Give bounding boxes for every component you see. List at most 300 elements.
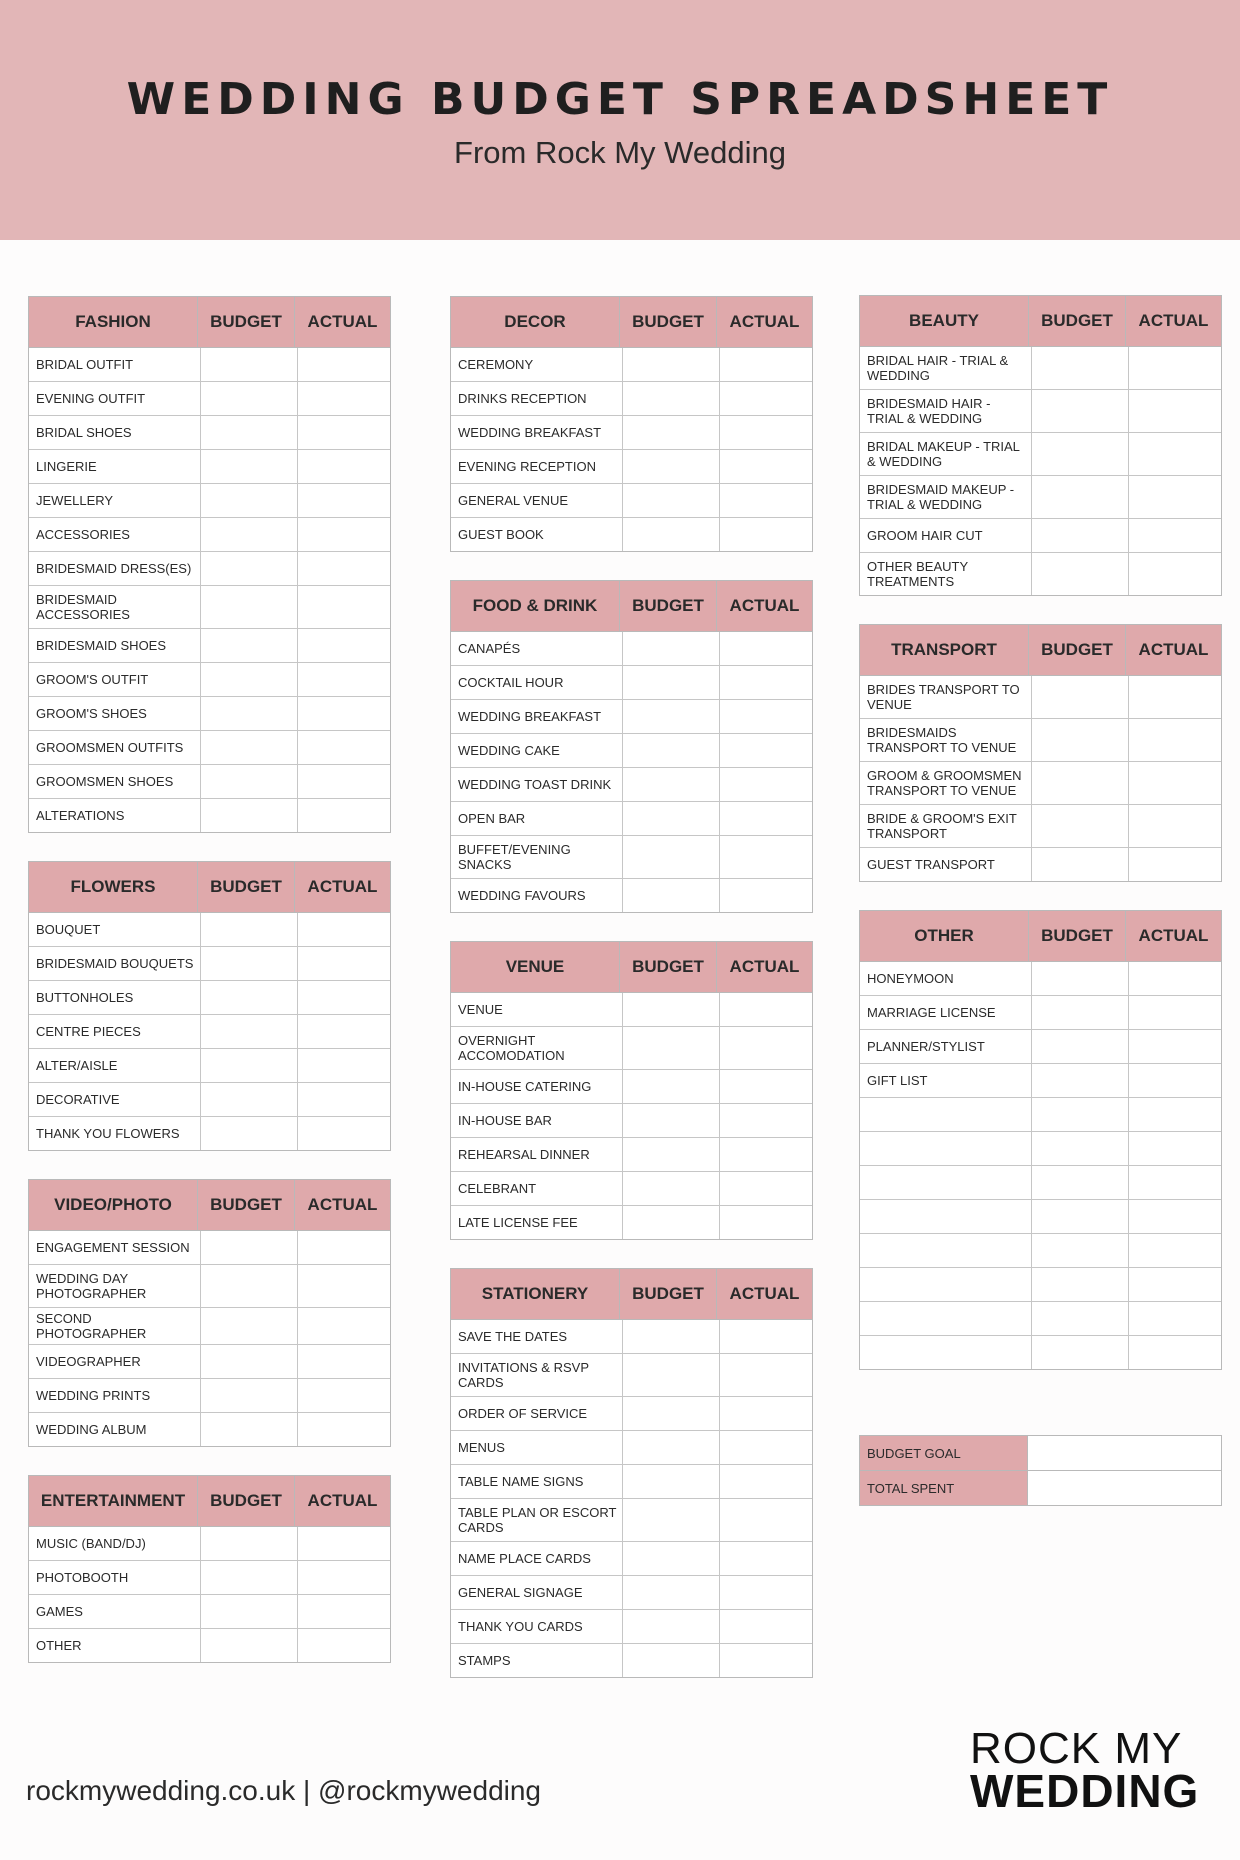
actual-cell[interactable]: [1129, 519, 1221, 552]
actual-cell[interactable]: [298, 348, 390, 381]
section-title: ENTERTAINMENT: [29, 1476, 198, 1526]
budget-cell[interactable]: [1032, 1336, 1129, 1369]
budget-cell[interactable]: [201, 1308, 298, 1344]
actual-cell[interactable]: [298, 629, 390, 662]
table-row: [451, 1137, 812, 1171]
table-row: [860, 847, 1221, 881]
budget-cell[interactable]: [1032, 519, 1129, 552]
table-row: [451, 1541, 812, 1575]
section-title: STATIONERY: [451, 1269, 620, 1319]
actual-column-header: ACTUAL: [307, 1195, 378, 1214]
item-label: BRIDAL OUTFIT: [29, 348, 201, 381]
section-title: FLOWERS: [29, 862, 198, 912]
item-label: GROOM HAIR CUT: [860, 519, 1032, 552]
budget-cell[interactable]: [623, 416, 720, 449]
actual-cell[interactable]: [298, 450, 390, 483]
table-row: [860, 1267, 1221, 1301]
budget-cell[interactable]: [201, 1413, 298, 1446]
budget-cell[interactable]: [201, 382, 298, 415]
table-row: [451, 801, 812, 835]
section-decor: [450, 296, 813, 552]
section-header: [451, 1269, 812, 1320]
actual-cell[interactable]: [1129, 1336, 1221, 1369]
table-row: [860, 804, 1221, 847]
item-label: WEDDING TOAST DRINK: [451, 768, 623, 801]
actual-cell[interactable]: [1129, 1302, 1221, 1335]
table-row: [29, 1527, 390, 1560]
section-rows: [860, 676, 1221, 881]
actual-column-header: ACTUAL: [307, 877, 378, 896]
actual-cell[interactable]: [298, 1413, 390, 1446]
actual-cell[interactable]: [720, 879, 812, 912]
budget-cell[interactable]: [201, 1527, 298, 1560]
budget-cell[interactable]: [201, 765, 298, 798]
actual-cell[interactable]: [1129, 996, 1221, 1029]
budget-cell[interactable]: [201, 981, 298, 1014]
actual-cell[interactable]: [298, 1015, 390, 1048]
actual-cell[interactable]: [298, 1049, 390, 1082]
table-row: [29, 585, 390, 628]
budget-column-1: [28, 296, 391, 1691]
actual-cell[interactable]: [298, 382, 390, 415]
budget-cell[interactable]: [201, 518, 298, 551]
item-label: BRIDESMAID DRESS(ES): [29, 552, 201, 585]
item-label: SECOND PHOTOGRAPHER: [29, 1308, 201, 1344]
section-video-photo: [28, 1179, 391, 1447]
actual-cell[interactable]: [298, 1117, 390, 1150]
budget-cell[interactable]: [623, 879, 720, 912]
table-row: [451, 1464, 812, 1498]
budget-cell[interactable]: [623, 1610, 720, 1643]
table-row: [451, 483, 812, 517]
item-label: [860, 1132, 1032, 1165]
table-row: [29, 1378, 390, 1412]
actual-cell[interactable]: [298, 518, 390, 551]
actual-cell[interactable]: [720, 416, 812, 449]
budget-cell[interactable]: [201, 450, 298, 483]
section-rows: [451, 1320, 812, 1677]
table-row: [860, 552, 1221, 595]
page-subtitle: From Rock My Wedding: [454, 135, 786, 170]
table-row: [29, 348, 390, 381]
budget-cell[interactable]: [623, 700, 720, 733]
item-label: GROOM'S OUTFIT: [29, 663, 201, 696]
table-row: [29, 517, 390, 551]
actual-cell[interactable]: [720, 1644, 812, 1677]
actual-cell[interactable]: [1129, 1098, 1221, 1131]
actual-cell[interactable]: [720, 734, 812, 767]
actual-cell[interactable]: [298, 697, 390, 730]
item-label: IN-HOUSE BAR: [451, 1104, 623, 1137]
actual-cell[interactable]: [720, 1465, 812, 1498]
actual-cell[interactable]: [1129, 848, 1221, 881]
budget-cell[interactable]: [1032, 762, 1129, 804]
actual-cell[interactable]: [720, 1206, 812, 1239]
actual-cell[interactable]: [720, 1104, 812, 1137]
actual-cell[interactable]: [1129, 1132, 1221, 1165]
actual-cell[interactable]: [298, 765, 390, 798]
budget-cell[interactable]: [1032, 1064, 1129, 1097]
item-label: OTHER BEAUTY TREATMENTS: [860, 553, 1032, 595]
actual-cell[interactable]: [1129, 347, 1221, 389]
budget-cell[interactable]: [1032, 1200, 1129, 1233]
budget-cell[interactable]: [201, 586, 298, 628]
budget-cell[interactable]: [623, 450, 720, 483]
actual-cell[interactable]: [1129, 1166, 1221, 1199]
actual-cell[interactable]: [720, 632, 812, 665]
actual-cell[interactable]: [720, 836, 812, 878]
section-beauty: [859, 295, 1222, 596]
total-spent-cell[interactable]: [1028, 1471, 1221, 1505]
budget-cell[interactable]: [623, 1644, 720, 1677]
actual-cell[interactable]: [298, 1231, 390, 1264]
actual-cell[interactable]: [720, 1070, 812, 1103]
table-row: [29, 1344, 390, 1378]
actual-cell[interactable]: [298, 947, 390, 980]
table-row: [451, 415, 812, 449]
table-row: [860, 761, 1221, 804]
section-title: FASHION: [29, 297, 198, 347]
item-label: [860, 1098, 1032, 1131]
budget-cell[interactable]: [623, 484, 720, 517]
item-label: IN-HOUSE CATERING: [451, 1070, 623, 1103]
actual-cell[interactable]: [720, 802, 812, 835]
budget-cell[interactable]: [623, 1397, 720, 1430]
budget-cell[interactable]: [201, 1265, 298, 1307]
budget-cell[interactable]: [201, 1629, 298, 1662]
budget-cell[interactable]: [201, 1379, 298, 1412]
budget-cell[interactable]: [201, 1345, 298, 1378]
item-label: STAMPS: [451, 1644, 623, 1677]
section-rows: [860, 347, 1221, 595]
item-label: ENGAGEMENT SESSION: [29, 1231, 201, 1264]
table-row: [860, 1131, 1221, 1165]
section-title: DECOR: [451, 297, 620, 347]
actual-cell[interactable]: [1129, 805, 1221, 847]
actual-cell[interactable]: [720, 518, 812, 551]
actual-cell[interactable]: [1129, 433, 1221, 475]
budget-goal-row: [860, 1436, 1221, 1470]
budget-cell[interactable]: [201, 913, 298, 946]
item-label: [860, 1200, 1032, 1233]
section-header: [860, 911, 1221, 962]
actual-cell[interactable]: [298, 1561, 390, 1594]
table-row: [860, 718, 1221, 761]
budget-cell[interactable]: [1032, 719, 1129, 761]
actual-cell[interactable]: [298, 1595, 390, 1628]
actual-cell[interactable]: [298, 981, 390, 1014]
budget-cell[interactable]: [623, 1542, 720, 1575]
budget-column-header: BUDGET: [198, 1180, 295, 1230]
item-label: JEWELLERY: [29, 484, 201, 517]
budget-cell[interactable]: [1032, 848, 1129, 881]
table-row: [860, 432, 1221, 475]
table-row: [29, 730, 390, 764]
actual-cell[interactable]: [1129, 1268, 1221, 1301]
budget-cell[interactable]: [1032, 1268, 1129, 1301]
actual-cell[interactable]: [720, 348, 812, 381]
budget-cell[interactable]: [1032, 962, 1129, 995]
actual-cell[interactable]: [298, 1379, 390, 1412]
item-label: GROOMSMEN SHOES: [29, 765, 201, 798]
budget-cell[interactable]: [623, 1070, 720, 1103]
table-row: [29, 913, 390, 946]
budget-cell[interactable]: [1032, 1234, 1129, 1267]
budget-cell[interactable]: [1032, 476, 1129, 518]
actual-cell[interactable]: [720, 382, 812, 415]
table-row: [29, 381, 390, 415]
item-label: DRINKS RECEPTION: [451, 382, 623, 415]
item-label: BRIDAL MAKEUP - TRIAL & WEDDING: [860, 433, 1032, 475]
budget-cell[interactable]: [623, 1354, 720, 1396]
item-label: OTHER: [29, 1629, 201, 1662]
item-label: LINGERIE: [29, 450, 201, 483]
actual-cell[interactable]: [720, 1354, 812, 1396]
budget-cell[interactable]: [623, 993, 720, 1026]
actual-cell[interactable]: [720, 1431, 812, 1464]
section-rows: [860, 962, 1221, 1369]
budget-cell[interactable]: [623, 1320, 720, 1353]
table-row: [451, 993, 812, 1026]
budget-cell[interactable]: [1032, 433, 1129, 475]
budget-cell[interactable]: [1032, 1098, 1129, 1131]
item-label: ACCESSORIES: [29, 518, 201, 551]
table-row: [29, 1082, 390, 1116]
actual-cell[interactable]: [1129, 962, 1221, 995]
budget-cell[interactable]: [623, 1104, 720, 1137]
actual-cell[interactable]: [720, 700, 812, 733]
section-venue: [450, 941, 813, 1240]
table-row: [29, 1014, 390, 1048]
table-row: [29, 764, 390, 798]
section-header: [451, 581, 812, 632]
table-row: [451, 632, 812, 665]
section-rows: [451, 993, 812, 1239]
budget-cell[interactable]: [201, 1231, 298, 1264]
section-title: OTHER: [860, 911, 1029, 961]
budget-cell[interactable]: [1032, 676, 1129, 718]
budget-cell[interactable]: [1032, 553, 1129, 595]
budget-goal-cell[interactable]: [1028, 1436, 1221, 1470]
budget-column-header: BUDGET: [620, 581, 717, 631]
item-label: TABLE NAME SIGNS: [451, 1465, 623, 1498]
budget-cell[interactable]: [623, 518, 720, 551]
table-row: [451, 1026, 812, 1069]
budget-cell[interactable]: [623, 734, 720, 767]
table-row: [29, 696, 390, 730]
table-row: [451, 1353, 812, 1396]
table-row: [860, 995, 1221, 1029]
budget-cell[interactable]: [623, 836, 720, 878]
budget-cell[interactable]: [1032, 1302, 1129, 1335]
budget-cell[interactable]: [201, 1561, 298, 1594]
budget-goal-label: BUDGET GOAL: [860, 1436, 1028, 1470]
actual-cell[interactable]: [720, 1610, 812, 1643]
table-row: [29, 449, 390, 483]
actual-cell[interactable]: [298, 1083, 390, 1116]
item-label: MENUS: [451, 1431, 623, 1464]
item-label: THANK YOU FLOWERS: [29, 1117, 201, 1150]
section-title: VIDEO/PHOTO: [29, 1180, 198, 1230]
budget-cell[interactable]: [201, 552, 298, 585]
actual-cell[interactable]: [1129, 762, 1221, 804]
budget-cell[interactable]: [623, 1431, 720, 1464]
actual-cell[interactable]: [298, 913, 390, 946]
actual-cell[interactable]: [1129, 390, 1221, 432]
totals-table: [859, 1435, 1222, 1506]
budget-cell[interactable]: [1032, 996, 1129, 1029]
budget-cell[interactable]: [623, 802, 720, 835]
budget-cell[interactable]: [201, 731, 298, 764]
budget-cell[interactable]: [201, 663, 298, 696]
actual-cell[interactable]: [720, 666, 812, 699]
budget-cell[interactable]: [201, 1049, 298, 1082]
actual-cell[interactable]: [1129, 1030, 1221, 1063]
item-label: GENERAL SIGNAGE: [451, 1576, 623, 1609]
section-other: [859, 910, 1222, 1370]
budget-cell[interactable]: [623, 1576, 720, 1609]
actual-cell[interactable]: [1129, 1064, 1221, 1097]
actual-cell[interactable]: [1129, 476, 1221, 518]
actual-cell[interactable]: [720, 1138, 812, 1171]
table-row: [860, 1097, 1221, 1131]
actual-cell[interactable]: [720, 768, 812, 801]
section-header: [29, 297, 390, 348]
actual-cell[interactable]: [298, 1265, 390, 1307]
budget-cell[interactable]: [201, 484, 298, 517]
item-label: GUEST TRANSPORT: [860, 848, 1032, 881]
table-row: [451, 1171, 812, 1205]
budget-column-3: [859, 295, 1222, 1398]
budget-cell[interactable]: [201, 1595, 298, 1628]
actual-cell[interactable]: [1129, 719, 1221, 761]
actual-cell[interactable]: [1129, 676, 1221, 718]
budget-cell[interactable]: [623, 632, 720, 665]
item-label: CANAPÉS: [451, 632, 623, 665]
budget-cell[interactable]: [1032, 1166, 1129, 1199]
budget-cell[interactable]: [1032, 347, 1129, 389]
section-rows: [451, 632, 812, 912]
actual-cell[interactable]: [1129, 1234, 1221, 1267]
budget-cell[interactable]: [201, 799, 298, 832]
budget-cell[interactable]: [201, 697, 298, 730]
budget-cell[interactable]: [623, 666, 720, 699]
actual-cell[interactable]: [720, 1027, 812, 1069]
actual-cell[interactable]: [1129, 1200, 1221, 1233]
item-label: BUFFET/EVENING SNACKS: [451, 836, 623, 878]
item-label: BRIDESMAID ACCESSORIES: [29, 586, 201, 628]
actual-cell[interactable]: [720, 484, 812, 517]
actual-cell[interactable]: [720, 1320, 812, 1353]
item-label: SAVE THE DATES: [451, 1320, 623, 1353]
actual-cell[interactable]: [298, 663, 390, 696]
budget-cell[interactable]: [623, 382, 720, 415]
item-label: ORDER OF SERVICE: [451, 1397, 623, 1430]
item-label: BRIDESMAID BOUQUETS: [29, 947, 201, 980]
table-row: [29, 1412, 390, 1446]
actual-cell[interactable]: [720, 1499, 812, 1541]
actual-cell[interactable]: [720, 993, 812, 1026]
item-label: [860, 1234, 1032, 1267]
table-row: [29, 551, 390, 585]
budget-cell[interactable]: [623, 1499, 720, 1541]
item-label: EVENING RECEPTION: [451, 450, 623, 483]
table-row: [29, 1628, 390, 1662]
budget-cell[interactable]: [1032, 1030, 1129, 1063]
actual-cell[interactable]: [298, 416, 390, 449]
budget-column-header: BUDGET: [198, 1476, 295, 1526]
budget-cell[interactable]: [201, 416, 298, 449]
actual-cell[interactable]: [1129, 553, 1221, 595]
table-row: [860, 1199, 1221, 1233]
actual-cell[interactable]: [720, 450, 812, 483]
budget-cell[interactable]: [201, 947, 298, 980]
actual-cell[interactable]: [298, 586, 390, 628]
section-header: [29, 1476, 390, 1527]
actual-cell[interactable]: [298, 731, 390, 764]
item-label: NAME PLACE CARDS: [451, 1542, 623, 1575]
actual-cell[interactable]: [720, 1397, 812, 1430]
section-title: TRANSPORT: [860, 625, 1029, 675]
budget-cell[interactable]: [623, 1027, 720, 1069]
table-row: [860, 1063, 1221, 1097]
budget-cell[interactable]: [623, 768, 720, 801]
item-label: [860, 1268, 1032, 1301]
actual-cell[interactable]: [298, 1629, 390, 1662]
item-label: [860, 1302, 1032, 1335]
item-label: BRIDE & GROOM'S EXIT TRANSPORT: [860, 805, 1032, 847]
item-label: BUTTONHOLES: [29, 981, 201, 1014]
budget-cell[interactable]: [1032, 805, 1129, 847]
item-label: OPEN BAR: [451, 802, 623, 835]
table-row: [29, 1594, 390, 1628]
actual-column-header: ACTUAL: [729, 596, 800, 615]
budget-cell[interactable]: [201, 1083, 298, 1116]
budget-cell[interactable]: [201, 629, 298, 662]
table-row: [451, 517, 812, 551]
budget-column-header: BUDGET: [198, 297, 295, 347]
table-row: [860, 1301, 1221, 1335]
item-label: WEDDING BREAKFAST: [451, 416, 623, 449]
actual-cell[interactable]: [298, 1345, 390, 1378]
budget-cell[interactable]: [201, 348, 298, 381]
actual-cell[interactable]: [720, 1576, 812, 1609]
budget-cell[interactable]: [623, 1465, 720, 1498]
budget-cell[interactable]: [1032, 1132, 1129, 1165]
actual-cell[interactable]: [720, 1172, 812, 1205]
actual-cell[interactable]: [298, 1527, 390, 1560]
budget-cell[interactable]: [623, 1172, 720, 1205]
budget-cell[interactable]: [201, 1015, 298, 1048]
budget-cell[interactable]: [623, 1206, 720, 1239]
budget-cell[interactable]: [623, 1138, 720, 1171]
actual-cell[interactable]: [298, 552, 390, 585]
actual-cell[interactable]: [298, 799, 390, 832]
budget-column-header: BUDGET: [1029, 296, 1126, 346]
totals-table-wrap: [859, 1435, 1222, 1506]
table-row: [451, 1609, 812, 1643]
budget-cell[interactable]: [623, 348, 720, 381]
table-row: [451, 835, 812, 878]
actual-column-header: ACTUAL: [729, 312, 800, 331]
actual-cell[interactable]: [298, 1308, 390, 1344]
budget-cell[interactable]: [1032, 390, 1129, 432]
actual-cell[interactable]: [298, 484, 390, 517]
actual-cell[interactable]: [720, 1542, 812, 1575]
budget-cell[interactable]: [201, 1117, 298, 1150]
table-row: [451, 665, 812, 699]
item-label: MUSIC (BAND/DJ): [29, 1527, 201, 1560]
